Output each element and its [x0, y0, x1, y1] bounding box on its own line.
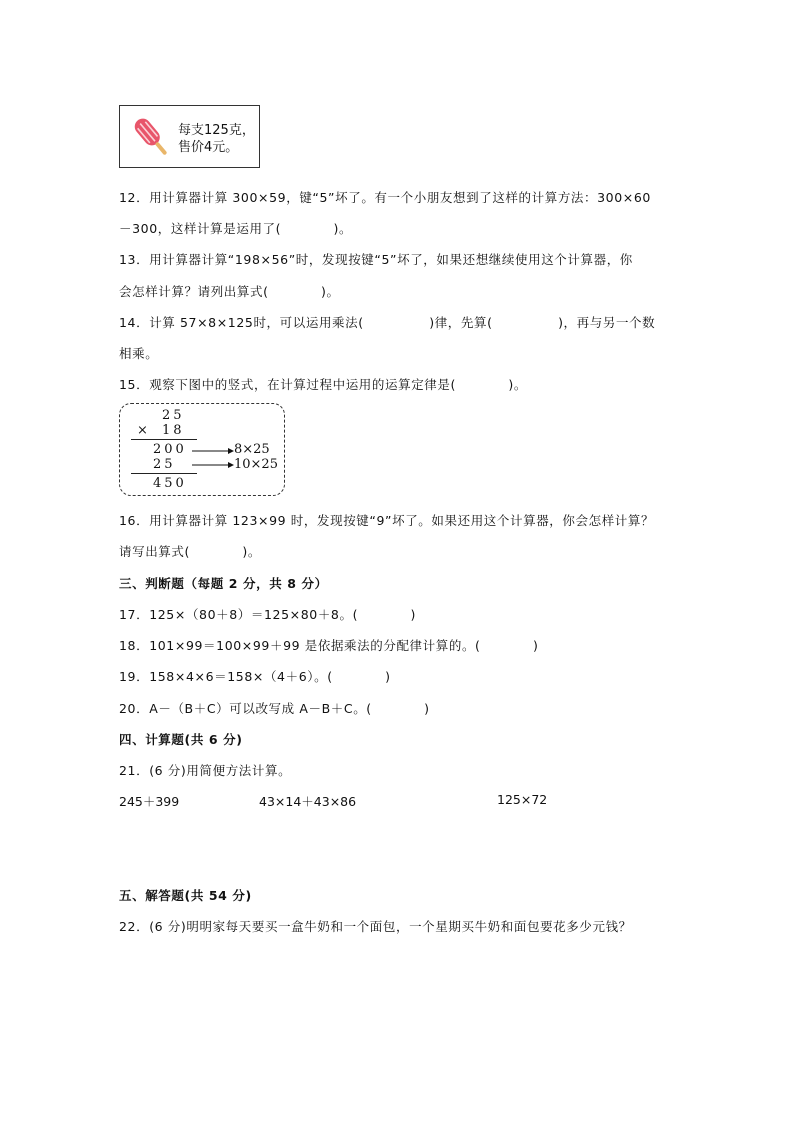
q22-text: 22．(6 分)明明家每天要买一盒牛奶和一个面包，一个星期买牛奶和面包要花多少元钱？ — [119, 919, 632, 934]
q21-expr-2: 43×14＋43×86 — [259, 794, 357, 809]
q21-text: 21．(6 分)用简便方法计算。 — [119, 763, 292, 778]
calc-row5: 450 — [153, 476, 187, 491]
q13-line1: 13．用计算器计算“198×56”时，发现按键“5”坏了，如果还想继续使用这个计算器，你 — [119, 252, 633, 267]
q20-text: 20．A－（B＋C）可以改写成 A－B＋C。( ) — [119, 701, 430, 716]
q21-expr-3: 125×72 — [497, 792, 548, 807]
calc-note1: 8×25 — [234, 442, 270, 457]
icecream-info-box — [119, 105, 260, 168]
q13-line2: 会怎样计算？请列出算式( )。 — [119, 284, 340, 299]
calc-note2: 10×25 — [234, 457, 278, 472]
section3-title: 三、判断题（每题 2 分，共 8 分） — [119, 576, 328, 591]
calc-times-sign: × — [137, 423, 151, 438]
q18-text: 18．101×99＝100×99＋99 是依据乘法的分配律计算的。( ) — [119, 638, 539, 653]
calc-row2: 18 — [162, 423, 185, 438]
vertical-calculation-box — [119, 403, 285, 496]
icecream-weight-text: 每支125克， — [178, 123, 255, 138]
q19-text: 19．158×4×6＝158×（4＋6）。( ) — [119, 669, 391, 684]
calc-row3: 200 — [153, 442, 187, 457]
section4-title: 四、计算题(共 6 分) — [119, 732, 243, 747]
q14-line2: 相乘。 — [119, 346, 159, 361]
q15-text: 15．观察下图中的竖式，在计算过程中运用的运算定律是( )。 — [119, 377, 527, 392]
q12-line2: －300，这样计算是运用了( )。 — [119, 221, 353, 236]
calc-row4: 25 — [153, 457, 176, 472]
q14-line1: 14．计算 57×8×125时，可以运用乘法( )律，先算( )，再与另一个数 — [119, 315, 656, 330]
q21-expr-1: 245＋399 — [119, 794, 180, 809]
ice-pop-icon — [126, 113, 176, 163]
q12-line1: 12．用计算器计算 300×59，键“5”坏了。有一个小朋友想到了这样的计算方法：300×60 — [119, 190, 651, 205]
calc-row1: 25 — [162, 408, 185, 423]
q16-line1: 16．用计算器计算 123×99 时，发现按键“9”坏了。如果还用这个计算器，你会怎样计算？ — [119, 513, 655, 528]
section5-title: 五、解答题(共 54 分) — [119, 888, 252, 903]
q16-line2: 请写出算式( )。 — [119, 544, 261, 559]
icecream-price-text: 售价4元。 — [178, 140, 239, 155]
q17-text: 17．125×（80＋8）＝125×80＋8。( ) — [119, 607, 416, 622]
